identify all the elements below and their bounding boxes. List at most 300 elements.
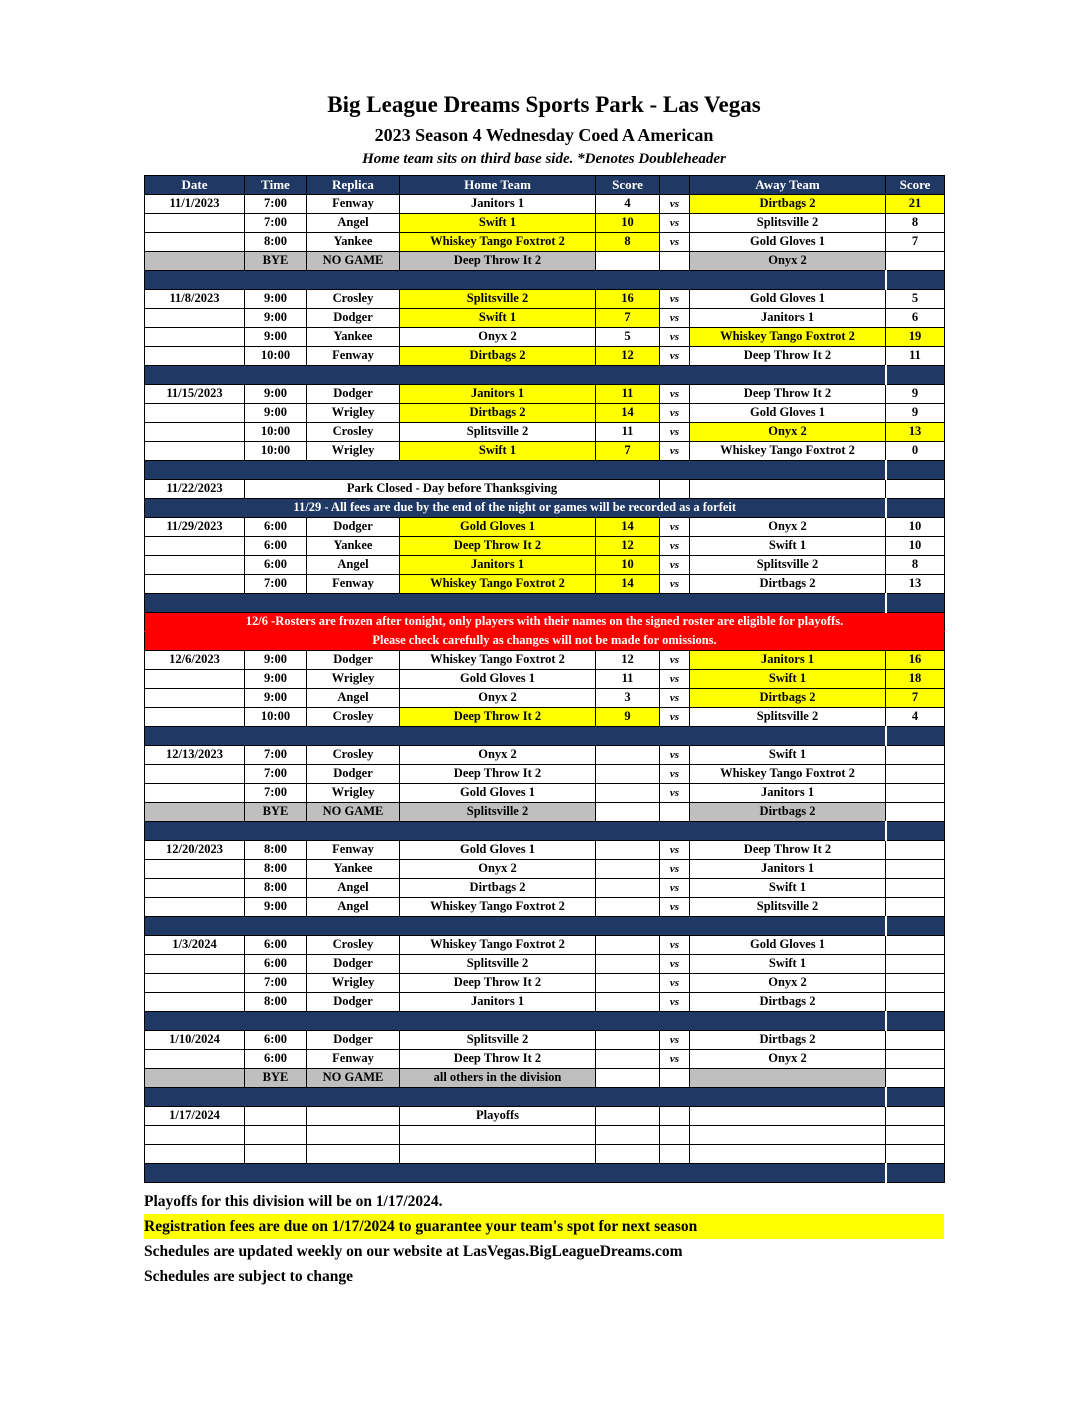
separator-row: [145, 1164, 945, 1183]
home-score-cell: 11: [596, 423, 660, 442]
away-score-cell: 8: [886, 556, 945, 575]
separator-bar-end: [886, 499, 945, 518]
empty-cell: [145, 1126, 245, 1145]
column-header-time: Time: [245, 176, 307, 195]
separator-bar: [145, 1164, 886, 1183]
date-cell: [145, 537, 245, 556]
separator-bar: [145, 727, 886, 746]
away-team-cell: Onyx 2: [690, 518, 886, 537]
date-cell: [145, 404, 245, 423]
vs-label: vs: [660, 347, 690, 366]
game-row: [145, 841, 945, 860]
game-row: [145, 385, 945, 404]
home-score-cell: [596, 993, 660, 1012]
vs-cell: [660, 252, 690, 271]
column-header-away-team: Away Team: [690, 176, 886, 195]
home-score-cell: [596, 1031, 660, 1050]
replica-cell: Wrigley: [307, 404, 400, 423]
vs-label: vs: [660, 575, 690, 594]
page-title: Big League Dreams Sports Park - Las Vegas: [327, 92, 761, 117]
away-score-cell: [886, 1031, 945, 1050]
separator-row: [145, 271, 945, 290]
date-cell: [145, 670, 245, 689]
time-cell: 7:00: [245, 214, 307, 233]
home-score-cell: 14: [596, 518, 660, 537]
time-cell: 10:00: [245, 442, 307, 461]
away-team-cell: [690, 1107, 886, 1126]
vs-label: vs: [660, 955, 690, 974]
column-header-vs: [660, 176, 690, 195]
vs-label: vs: [660, 879, 690, 898]
page-subtitle: 2023 Season 4 Wednesday Coed A American: [374, 125, 714, 145]
date-cell: 12/6/2023: [145, 651, 245, 670]
away-score-cell: 10: [886, 518, 945, 537]
away-team-cell: Swift 1: [690, 879, 886, 898]
vs-label: vs: [660, 290, 690, 309]
away-team-cell: Dirtbags 2: [690, 689, 886, 708]
away-team-cell: Dirtbags 2: [690, 575, 886, 594]
game-row: [145, 879, 945, 898]
separator-bar-end: [886, 917, 945, 936]
date-cell: 11/22/2023: [145, 480, 245, 499]
away-score-cell: 9: [886, 404, 945, 423]
game-row: [145, 328, 945, 347]
home-score-cell: 11: [596, 670, 660, 689]
empty-cell: [690, 1126, 886, 1145]
home-score-cell: [596, 746, 660, 765]
game-row: [145, 537, 945, 556]
vs-label: vs: [660, 233, 690, 252]
home-team-cell: Deep Throw It 2: [400, 974, 596, 993]
home-team-cell: Gold Gloves 1: [400, 670, 596, 689]
replica-cell: Dodger: [307, 385, 400, 404]
home-team-cell: Onyx 2: [400, 746, 596, 765]
replica-cell: Crosley: [307, 746, 400, 765]
replica-cell: Dodger: [307, 518, 400, 537]
time-cell: 6:00: [245, 936, 307, 955]
time-cell: 9:00: [245, 385, 307, 404]
replica-cell: Fenway: [307, 841, 400, 860]
vs-cell: [660, 1069, 690, 1088]
game-row: [145, 651, 945, 670]
replica-cell: NO GAME: [307, 252, 400, 271]
replica-cell: Yankee: [307, 233, 400, 252]
home-team-cell: Gold Gloves 1: [400, 784, 596, 803]
vs-label: vs: [660, 993, 690, 1012]
game-row: [145, 936, 945, 955]
time-cell: 6:00: [245, 518, 307, 537]
away-team-cell: Dirtbags 2: [690, 803, 886, 822]
notice-text: 11/29 - All fees are due by the end of the night or games will be recorded as a forfeit: [145, 499, 886, 518]
time-cell: 8:00: [245, 233, 307, 252]
away-team-cell: Splitsville 2: [690, 556, 886, 575]
time-cell: BYE: [245, 252, 307, 271]
vs-label: vs: [660, 746, 690, 765]
replica-cell: Dodger: [307, 651, 400, 670]
date-cell: 1/3/2024: [145, 936, 245, 955]
separator-bar: [145, 822, 886, 841]
game-row: [145, 746, 945, 765]
home-team-cell: Gold Gloves 1: [400, 518, 596, 537]
home-score-cell: [596, 898, 660, 917]
replica-cell: Yankee: [307, 537, 400, 556]
game-row: [145, 347, 945, 366]
home-team-cell: Janitors 1: [400, 993, 596, 1012]
home-team-cell: Deep Throw It 2: [400, 252, 596, 271]
home-score-cell: [596, 860, 660, 879]
away-team-cell: Whiskey Tango Foxtrot 2: [690, 442, 886, 461]
bye-row: [145, 803, 945, 822]
separator-row: [145, 366, 945, 385]
game-row: [145, 955, 945, 974]
date-cell: [145, 879, 245, 898]
time-cell: 6:00: [245, 556, 307, 575]
separator-row: [145, 461, 945, 480]
date-cell: 12/20/2023: [145, 841, 245, 860]
footer-note: Registration fees are due on 1/17/2024 to guarantee your team's spot for next season: [144, 1214, 944, 1239]
away-team-cell: Splitsville 2: [690, 214, 886, 233]
game-row: [145, 233, 945, 252]
empty-row: [145, 1145, 945, 1164]
date-cell: [145, 803, 245, 822]
separator-bar-end: [886, 1164, 945, 1183]
away-score-cell: [886, 480, 945, 499]
separator-bar: [145, 594, 886, 613]
table-header-row: [145, 176, 945, 195]
replica-cell: Fenway: [307, 575, 400, 594]
away-score-cell: [886, 1050, 945, 1069]
replica-cell: Fenway: [307, 195, 400, 214]
home-score-cell: [596, 879, 660, 898]
separator-bar-end: [886, 1012, 945, 1031]
separator-row: [145, 727, 945, 746]
vs-cell: [660, 480, 690, 499]
home-score-cell: 8: [596, 233, 660, 252]
home-team-cell: Onyx 2: [400, 860, 596, 879]
date-cell: [145, 347, 245, 366]
date-cell: [145, 898, 245, 917]
away-score-cell: 11: [886, 347, 945, 366]
home-team-cell: Onyx 2: [400, 689, 596, 708]
separator-bar: [145, 1012, 886, 1031]
away-score-cell: 13: [886, 423, 945, 442]
replica-cell: Dodger: [307, 309, 400, 328]
away-score-cell: [886, 898, 945, 917]
time-cell: 6:00: [245, 537, 307, 556]
time-cell: 9:00: [245, 309, 307, 328]
away-score-cell: [886, 860, 945, 879]
time-cell: 7:00: [245, 974, 307, 993]
game-row: [145, 974, 945, 993]
empty-cell: [660, 1145, 690, 1164]
home-score-cell: 12: [596, 651, 660, 670]
home-team-cell: Onyx 2: [400, 328, 596, 347]
game-row: [145, 309, 945, 328]
time-cell: 9:00: [245, 651, 307, 670]
away-team-cell: Splitsville 2: [690, 898, 886, 917]
away-team-cell: Onyx 2: [690, 974, 886, 993]
vs-label: vs: [660, 442, 690, 461]
vs-label: vs: [660, 195, 690, 214]
separator-row: [145, 1012, 945, 1031]
date-cell: [145, 214, 245, 233]
home-score-cell: 4: [596, 195, 660, 214]
away-score-cell: 4: [886, 708, 945, 727]
away-team-cell: Onyx 2: [690, 423, 886, 442]
away-team-cell: Deep Throw It 2: [690, 841, 886, 860]
column-header-replica: Replica: [307, 176, 400, 195]
separator-bar-end: [886, 822, 945, 841]
date-cell: 12/13/2023: [145, 746, 245, 765]
bye-row: [145, 1069, 945, 1088]
date-cell: 11/15/2023: [145, 385, 245, 404]
home-score-cell: [596, 841, 660, 860]
time-cell: 9:00: [245, 290, 307, 309]
home-team-cell: Janitors 1: [400, 385, 596, 404]
home-team-cell: Splitsville 2: [400, 290, 596, 309]
date-cell: [145, 556, 245, 575]
date-cell: [145, 442, 245, 461]
footer-note: Playoffs for this division will be on 1/17/2024.: [144, 1193, 443, 1210]
home-team-cell: Splitsville 2: [400, 803, 596, 822]
vs-cell: [660, 803, 690, 822]
alert-text: Please check carefully as changes will not be made for omissions.: [145, 632, 945, 651]
home-team-cell: Dirtbags 2: [400, 404, 596, 423]
away-score-cell: [886, 765, 945, 784]
vs-cell: [660, 1107, 690, 1126]
replica-cell: Crosley: [307, 290, 400, 309]
away-team-cell: Deep Throw It 2: [690, 347, 886, 366]
empty-row: [145, 1126, 945, 1145]
away-team-cell: Swift 1: [690, 746, 886, 765]
date-cell: 11/8/2023: [145, 290, 245, 309]
footer-note: Schedules are updated weekly on our website at LasVegas.BigLeagueDreams.com: [144, 1243, 683, 1260]
time-cell: BYE: [245, 803, 307, 822]
separator-bar: [145, 917, 886, 936]
separator-bar-end: [886, 727, 945, 746]
vs-label: vs: [660, 385, 690, 404]
away-team-cell: Swift 1: [690, 670, 886, 689]
replica-cell: Wrigley: [307, 670, 400, 689]
time-cell: [245, 1107, 307, 1126]
empty-cell: [245, 1126, 307, 1145]
vs-label: vs: [660, 518, 690, 537]
replica-cell: Angel: [307, 214, 400, 233]
home-score-cell: 10: [596, 214, 660, 233]
date-cell: 1/10/2024: [145, 1031, 245, 1050]
vs-label: vs: [660, 214, 690, 233]
home-team-cell: all others in the division: [400, 1069, 596, 1088]
time-cell: 10:00: [245, 423, 307, 442]
home-team-cell: Swift 1: [400, 442, 596, 461]
time-cell: 9:00: [245, 404, 307, 423]
vs-label: vs: [660, 784, 690, 803]
date-cell: [145, 328, 245, 347]
home-score-cell: [596, 974, 660, 993]
replica-cell: Wrigley: [307, 974, 400, 993]
time-cell: 7:00: [245, 195, 307, 214]
home-score-cell: 14: [596, 575, 660, 594]
home-score-cell: 10: [596, 556, 660, 575]
away-score-cell: 0: [886, 442, 945, 461]
date-cell: [145, 423, 245, 442]
date-cell: [145, 860, 245, 879]
date-cell: [145, 765, 245, 784]
away-team-cell: Dirtbags 2: [690, 195, 886, 214]
page-note: Home team sits on third base side. *Denotes Doubleheader: [362, 151, 726, 167]
away-score-cell: [886, 746, 945, 765]
away-team-cell: Swift 1: [690, 955, 886, 974]
game-row: [145, 556, 945, 575]
home-team-cell: Whiskey Tango Foxtrot 2: [400, 651, 596, 670]
vs-label: vs: [660, 765, 690, 784]
home-team-cell: Gold Gloves 1: [400, 841, 596, 860]
alert-text: 12/6 -Rosters are frozen after tonight, only players with their names on the signed roster are eligible for playoffs.: [145, 613, 945, 632]
empty-cell: [690, 1145, 886, 1164]
column-header-date: Date: [145, 176, 245, 195]
away-team-cell: Dirtbags 2: [690, 993, 886, 1012]
game-row: [145, 290, 945, 309]
away-team-cell: [690, 480, 886, 499]
game-row: [145, 670, 945, 689]
home-score-cell: 14: [596, 404, 660, 423]
vs-label: vs: [660, 708, 690, 727]
column-header-away-score: Score: [886, 176, 945, 195]
away-team-cell: Gold Gloves 1: [690, 936, 886, 955]
away-team-cell: Onyx 2: [690, 1050, 886, 1069]
empty-cell: [886, 1126, 945, 1145]
vs-label: vs: [660, 404, 690, 423]
alert-row: [145, 613, 945, 632]
home-score-cell: 12: [596, 347, 660, 366]
vs-label: vs: [660, 936, 690, 955]
playoffs-label-cell: Playoffs: [400, 1107, 596, 1126]
away-team-cell: Deep Throw It 2: [690, 385, 886, 404]
home-team-cell: Dirtbags 2: [400, 347, 596, 366]
game-row: [145, 784, 945, 803]
away-score-cell: [886, 784, 945, 803]
time-cell: BYE: [245, 1069, 307, 1088]
separator-bar-end: [886, 461, 945, 480]
game-row: [145, 518, 945, 537]
replica-cell: Fenway: [307, 347, 400, 366]
vs-label: vs: [660, 974, 690, 993]
playoffs-row: [145, 1107, 945, 1126]
away-team-cell: Janitors 1: [690, 784, 886, 803]
date-cell: 11/29/2023: [145, 518, 245, 537]
away-team-cell: Janitors 1: [690, 860, 886, 879]
time-cell: 9:00: [245, 670, 307, 689]
away-score-cell: [886, 803, 945, 822]
game-row: [145, 765, 945, 784]
time-cell: 9:00: [245, 689, 307, 708]
replica-cell: Crosley: [307, 708, 400, 727]
game-row: [145, 575, 945, 594]
date-cell: [145, 993, 245, 1012]
bye-row: [145, 252, 945, 271]
home-score-cell: [596, 765, 660, 784]
away-team-cell: Gold Gloves 1: [690, 233, 886, 252]
date-cell: [145, 955, 245, 974]
home-score-cell: [596, 1069, 660, 1088]
away-score-cell: [886, 879, 945, 898]
replica-cell: Dodger: [307, 955, 400, 974]
vs-label: vs: [660, 898, 690, 917]
away-score-cell: [886, 993, 945, 1012]
home-team-cell: Whiskey Tango Foxtrot 2: [400, 936, 596, 955]
date-cell: [145, 689, 245, 708]
time-cell: 8:00: [245, 860, 307, 879]
replica-cell: NO GAME: [307, 1069, 400, 1088]
away-team-cell: Splitsville 2: [690, 708, 886, 727]
home-score-cell: 16: [596, 290, 660, 309]
time-cell: 9:00: [245, 898, 307, 917]
column-header-home-score: Score: [596, 176, 660, 195]
park-closed-row: [145, 480, 945, 499]
away-score-cell: [886, 955, 945, 974]
away-score-cell: 13: [886, 575, 945, 594]
date-cell: [145, 233, 245, 252]
home-team-cell: Deep Throw It 2: [400, 708, 596, 727]
time-cell: 10:00: [245, 708, 307, 727]
away-team-cell: Whiskey Tango Foxtrot 2: [690, 328, 886, 347]
away-team-cell: Onyx 2: [690, 252, 886, 271]
separator-bar-end: [886, 366, 945, 385]
empty-cell: [596, 1126, 660, 1145]
date-cell: 1/17/2024: [145, 1107, 245, 1126]
alert-row: [145, 632, 945, 651]
home-team-cell: Splitsville 2: [400, 423, 596, 442]
home-team-cell: Whiskey Tango Foxtrot 2: [400, 898, 596, 917]
home-score-cell: [596, 955, 660, 974]
home-score-cell: [596, 803, 660, 822]
home-score-cell: 3: [596, 689, 660, 708]
away-score-cell: 9: [886, 385, 945, 404]
time-cell: 6:00: [245, 1031, 307, 1050]
date-cell: [145, 974, 245, 993]
empty-cell: [596, 1145, 660, 1164]
game-row: [145, 214, 945, 233]
replica-cell: [307, 1107, 400, 1126]
game-row: [145, 860, 945, 879]
vs-label: vs: [660, 309, 690, 328]
separator-bar-end: [886, 594, 945, 613]
vs-label: vs: [660, 841, 690, 860]
replica-cell: Fenway: [307, 1050, 400, 1069]
replica-cell: Dodger: [307, 993, 400, 1012]
away-team-cell: Swift 1: [690, 537, 886, 556]
away-score-cell: [886, 1069, 945, 1088]
vs-label: vs: [660, 1031, 690, 1050]
home-score-cell: [596, 1050, 660, 1069]
away-team-cell: Janitors 1: [690, 309, 886, 328]
time-cell: 8:00: [245, 993, 307, 1012]
home-score-cell: [596, 1107, 660, 1126]
separator-bar: [145, 271, 886, 290]
home-score-cell: [596, 936, 660, 955]
date-cell: [145, 784, 245, 803]
game-row: [145, 898, 945, 917]
away-score-cell: 19: [886, 328, 945, 347]
vs-label: vs: [660, 537, 690, 556]
empty-cell: [307, 1145, 400, 1164]
home-team-cell: Splitsville 2: [400, 1031, 596, 1050]
home-team-cell: Swift 1: [400, 309, 596, 328]
away-score-cell: [886, 974, 945, 993]
vs-label: vs: [660, 860, 690, 879]
time-cell: 6:00: [245, 1050, 307, 1069]
empty-cell: [245, 1145, 307, 1164]
